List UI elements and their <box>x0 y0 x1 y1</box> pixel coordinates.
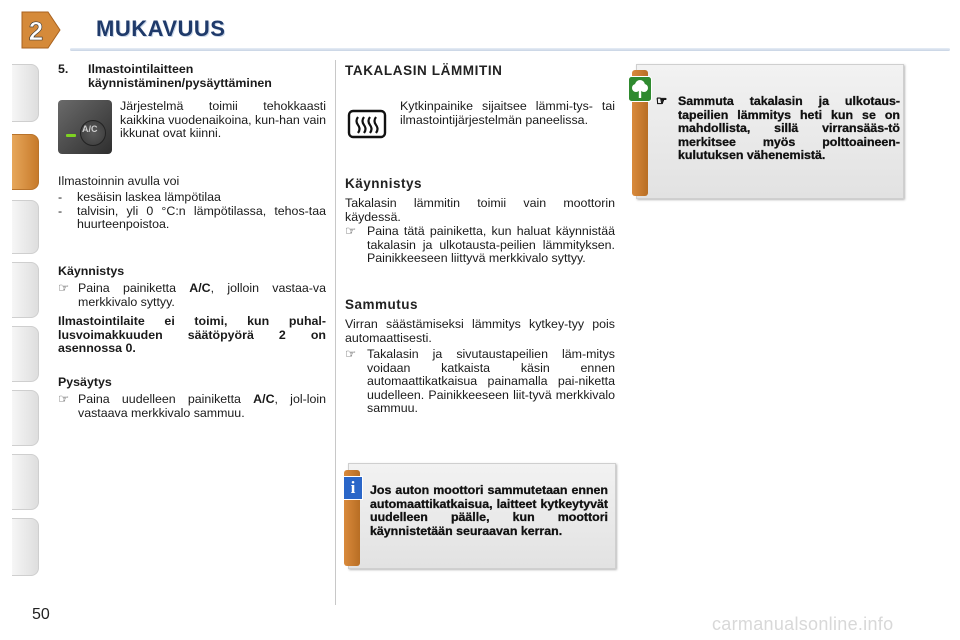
chapter-tab-2-active[interactable] <box>12 134 39 190</box>
mid-stop-bullet: ☞ Takalasin ja sivutaustapeilien läm-mitys voidaan katkaista käsin ennen automaattikatkaisua painamalla pai-niketta uudelleen. Painikkeeseen liit-tyvä merkkivalo sammuu. <box>345 347 615 416</box>
pointing-hand-icon: ☞ <box>58 392 70 406</box>
stop-bullet: ☞ Paina uudelleen painiketta A/C, jol-loin vastaava merkkivalo sammuu. <box>58 392 326 420</box>
info-icon: i <box>343 476 363 500</box>
usage-intro: Ilmastoinnin avulla voi <box>58 174 180 188</box>
rear-defrost-icon <box>347 108 387 142</box>
page-number: 50 <box>32 606 50 623</box>
chapter-badge <box>18 10 62 50</box>
mid-start-heading: Käynnistys <box>345 176 423 191</box>
chapter-number: 2 <box>28 16 44 46</box>
start-heading: Käynnistys <box>58 264 125 278</box>
chapter-tab-7[interactable] <box>12 454 39 510</box>
chapter-tab-3[interactable] <box>12 200 39 254</box>
mid-stop-text: Virran säästämiseksi lämmitys kytkey-tyy pois automaattisesti. <box>345 317 615 345</box>
rear-defroster-title: TAKALASIN LÄMMITIN <box>345 63 503 78</box>
stop-heading: Pysäytys <box>58 375 112 389</box>
chapter-tab-4[interactable] <box>12 262 39 318</box>
section-number: 5. <box>58 62 69 76</box>
pointing-hand-icon: ☞ <box>345 347 357 361</box>
info-note-text: Jos auton moottori sammutetaan ennen automaattikatkaisua, laitteet kytkeytyvät uudelleen päälle, kun moottori käynnistetään seuraavan kerran. <box>370 483 608 538</box>
rear-defrost-intro: Kytkinpainike sijaitsee lämmi-tys- tai ilmastointijärjestelmän paneelissa. <box>400 99 615 127</box>
ac-indicator-light <box>66 134 76 137</box>
pointing-hand-icon: ☞ <box>656 94 668 108</box>
pointing-hand-icon: ☞ <box>345 224 357 238</box>
eco-note: ☞ Sammuta takalasin ja ulkotaus-tapeilien lämmitys heti kun se on mahdollista, sillä virransääs-tö merkitsee myös polttoaineen-kulutuksen vähenemistä. <box>656 94 900 163</box>
mid-start-text: Takalasin lämmitin toimii vain moottorin käydessä. <box>345 196 615 224</box>
mid-stop-heading: Sammutus <box>345 297 419 312</box>
section-title-line2: käynnistäminen/pysäyttäminen <box>88 76 272 90</box>
pointing-hand-icon: ☞ <box>58 281 70 295</box>
ac-button-photo <box>58 100 112 154</box>
section-title-line1: Ilmastointilaitteen <box>88 62 194 76</box>
chapter-tab-6[interactable] <box>12 390 39 446</box>
chapter-title: MUKAVUUS <box>96 16 226 41</box>
usage-list <box>58 191 326 232</box>
chapter-tab-5[interactable] <box>12 326 39 382</box>
usage-item: - talvisin, yli 0 °C:n lämpötilassa, tehos-taa huurteenpoistoa. <box>58 203 326 232</box>
column-divider <box>335 60 336 605</box>
start-bullet: ☞ Paina painiketta A/C, jolloin vastaa-va merkkivalo syttyy. <box>58 281 326 309</box>
watermark: carmanualsonline.info <box>712 614 894 634</box>
header-underline <box>70 48 950 51</box>
chapter-tab-1[interactable] <box>12 64 39 122</box>
usage-item: - kesäisin laskea lämpötilaa <box>58 190 221 204</box>
chapter-tab-8[interactable] <box>12 518 39 576</box>
ac-intro-text: Järjestelmä toimii tehokkaasti kaikkina vuodenaikoina, kun-han vain ikkunat ovat kiinni. <box>120 99 326 141</box>
tree-icon <box>628 76 652 102</box>
ac-button-label: A/C <box>82 124 98 134</box>
ac-warning: Ilmastointilaite ei toimi, kun puhal-lusvoimakkuuden säätöpyörä 2 on asennossa 0. <box>58 314 326 356</box>
mid-start-bullet: ☞ Paina tätä painiketta, kun haluat käynnistää takalasin ja ulkotausta-peilien lämmityksen. Painikkeeseen liittyvä merkkivalo syttyy. <box>345 224 615 266</box>
